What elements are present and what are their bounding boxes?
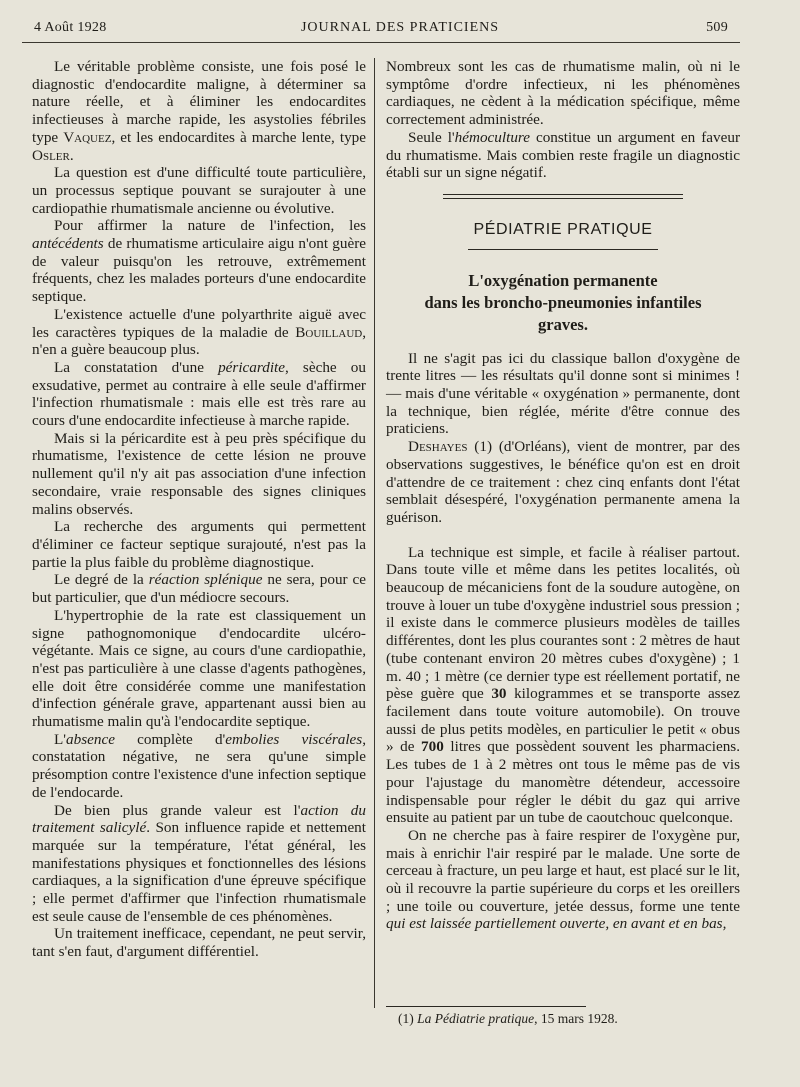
author-name: Bouillaud: [295, 323, 363, 341]
paragraph: Un traitement inefficace, cependant, ne peut servir, tant s'en faut, d'argument différentiel.: [32, 925, 366, 961]
running-header: [0, 20, 800, 42]
header-date: 4 Août 1928: [34, 20, 107, 35]
paragraph: Le véritable problème consiste, une fois posé le diagnostic d'endocardite maligne, à déterminer sa nature réelle, et à éliminer les endocardites infectieuses à marche rapide, les asystolies fébriles type Vaquez, et les endocardites à marche lente, type Osler.: [32, 58, 367, 164]
left-column: [32, 58, 366, 961]
paragraph: On ne cherche pas à faire respirer de l'oxygène pur, mais à enrichir l'air respiré par le malade. Une sorte de cerceau à fracture, un peu large et haut, est placé sur le lit, où il recouvre la partie supérieure du corps et les oreillers ; une toile ou couverture, jetée dessus, forme une tente qui est laissée partiellement ouverte, en avant et en bas,: [386, 826, 740, 933]
paragraph: Mais si la péricardite est à peu près spécifique du rhumatisme, l'existence de cette lésion ne prouve nullement qu'il n'y ait pas association d'une infection secondaire, vraie responsable des signes cliniques malins observés.: [32, 429, 366, 518]
author-name: Osler: [32, 146, 70, 164]
paragraph: L'absence complète d'embolies viscérales, constatation négative, ne sera qu'une simple présomption contre l'existence d'une infection septique de l'endocarde.: [32, 730, 366, 801]
paragraph: De bien plus grande valeur est l'action du traitement salicylé. Son influence rapide et nettement marquée sur la température, l'état général, les manifestations physiques et fonctionnelles des lésions cardiaques, a la signification d'une épreuve spécifique ; elle permet d'affirmer que l'infection rhumatismale est seule cause de l'ensemble de ces phénomènes.: [32, 801, 366, 925]
section-separator: [443, 194, 683, 199]
paragraph: Nombreux sont les cas de rhumatisme malin, où ni le symptôme d'ordre infectieux, ni les phénomènes cardiaques, ne cèdent à la médication spécifique, même correctement administrée.: [386, 58, 740, 129]
paragraph: Le degré de la réaction splénique ne sera, pour ce but particulier, que d'un médiocre secours.: [32, 571, 366, 607]
right-column: [386, 58, 740, 933]
paragraph: Deshayes (1) (d'Orléans), vient de montrer, par des observations suggestives, le bénéfice qu'on est en droit d'attendre de ce traitement : chez cinq enfants dont l'état semblait désespéré, l'oxygénation permanente amena la guérison.: [386, 438, 740, 526]
column-divider: [374, 58, 375, 1008]
header-journal-title: JOURNAL DES PRATICIENS: [300, 20, 500, 35]
author-name: Deshayes: [408, 438, 468, 456]
author-name: Vaquez: [63, 128, 112, 146]
paragraph: La constatation d'une péricardite, sèche ou exsudative, permet au contraire à elle seule d'affirmer l'infection rhumatismale : mais elle est très rare au cours d'une endocardite infectieuse à marche rapide.: [32, 358, 366, 430]
paragraph: La recherche des arguments qui permettent d'éliminer ce facteur septique surajouté, n'est pas la partie la plus faible du problème diagnostique.: [32, 518, 366, 571]
paragraph: L'existence actuelle d'une polyarthrite aiguë avec les caractères typiques de la maladie de Bouillaud, n'en a guère beaucoup plus.: [32, 305, 366, 359]
paragraph: L'hypertrophie de la rate est classiquement un signe pathognomonique d'endocardite ulcéro-végétante. Mais ce signe, au cours d'une cardiopathie, n'est pas particulière à une classe d'agents pathogènes, elle doit être considérée comme une manifestation d'infection générale grave, appartenant aussi bien au rhumatisme malin qu'à l'endocardite septique.: [32, 606, 366, 731]
paragraph: La question est d'une difficulté toute particulière, un processus septique pouvant se surajouter à une cardiopathie rhumatismale ancienne ou évolutive.: [32, 164, 366, 217]
paragraph: Il ne s'agit pas ici du classique ballon d'oxygène de trente litres — les résultats qu'il donne sont si minimes ! — mais d'une véritable « oxygénation » permanente, dont la technique, bien réglée, mérite d'être connue des praticiens.: [386, 349, 740, 438]
header-rule: [22, 42, 740, 43]
paragraph: La technique est simple, et facile à réaliser partout. Dans toute ville et même dans les petites localités, où beaucoup de mécaniciens font de la soudure autogène, on trouve à louer un tube d'oxygène industriel sous pression ; il existe dans le commerce plusieurs modèles de tailles différentes, dont les plus courantes sont : 2 mètres de haut (tube contenant environ 20 mètres cubes d'oxygène) ; 1 m. 40 ; 1 mètre (ce dernier type est réellement portatif, ne pèse guère que 30 kilogrammes et se transporte assez facilement dans toute voiture automobile). On trouve aussi de plus petits modèles, en particulier le petit « obus » de 700 litres que possèdent souvent les pharmaciens. Les tubes de 1 à 2 mètres ont tous le même pas de vis pour l'ajustage du manomètre détendeur, accessoire indispensable pour régler le débit du gaz qui arrive ensuite au patient par un tube de caoutchouc quelconque.: [386, 543, 740, 827]
section-title-rule: [468, 249, 658, 250]
footnote-rule: [386, 1006, 586, 1007]
article-title: L'oxygénation permanente dans les broncho-pneumonies infantiles graves.: [424, 270, 702, 334]
paragraph: Seule l'hémoculture constitue un argument en faveur du rhumatisme. Mais combien reste fragile un diagnostic établi sur un signe négatif.: [386, 128, 740, 182]
header-page-number: 509: [706, 20, 728, 35]
section-title: PÉDIATRIE PRATIQUE: [473, 220, 653, 238]
footnote: (1) La Pédiatrie pratique, 15 mars 1928.: [398, 1011, 618, 1026]
paragraph: Pour affirmer la nature de l'infection, les antécédents de rhumatisme articulaire aigu n'ont guère de valeur puisqu'on les retrouve, extrêmement fréquents, chez les malades porteurs d'une endocardite septique.: [32, 217, 366, 306]
